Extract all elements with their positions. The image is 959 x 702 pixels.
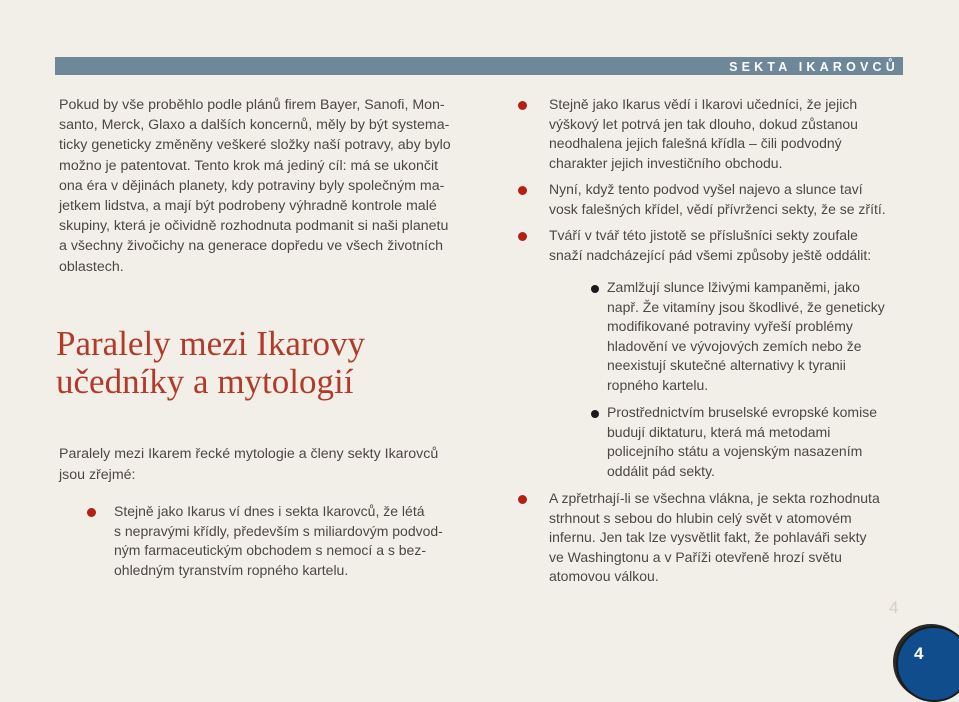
- bullet-line: strhnout s sebou do hlubin celý svět v atomovém: [549, 509, 852, 526]
- intro-line: a všechny živočichy na generace dopředu ve všech životních: [59, 238, 444, 255]
- sub-bullet-list: [549, 278, 912, 481]
- page-number-badge: [896, 626, 959, 702]
- bullet-dot-icon: [87, 508, 96, 517]
- sub-bullet-line: neexistují skutečné alternativy k tyranii: [607, 357, 846, 373]
- bullet-dot-icon: [518, 101, 527, 110]
- bullet-line: atomovou válkou.: [549, 568, 659, 584]
- list-item: [512, 489, 912, 587]
- sub-bullet-line: např. Že vitamíny jsou škodlivé, že geneticky: [607, 298, 885, 315]
- sub-list-item: [549, 403, 912, 481]
- list-item: [512, 180, 912, 219]
- section-heading: [56, 325, 476, 401]
- intro-line: ona éra v dějinách planety, kdy potraviny byly společným ma-: [59, 177, 445, 194]
- bullet-line: ve Washingtonu a v Paříži otevřeně hrozí světu: [549, 548, 842, 565]
- list-item: [512, 226, 912, 481]
- right-column: [512, 95, 912, 594]
- sub-bullet-line: Zamlžují slunce lživými kampaněmi, jako: [607, 279, 860, 295]
- bullet-line: Stejně jako Ikarus vědí i Ikarovi učedníci, že jejich: [549, 96, 858, 112]
- intro-line: možno je patentovat. Tento krok má jediný cíl: má se ukončit: [59, 157, 439, 174]
- intro-paragraph: [59, 95, 479, 277]
- bullet-line: snaží nadcházející pád všemi způsoby ještě oddálit:: [549, 246, 872, 263]
- sub-list-item: [549, 278, 912, 395]
- parallels-intro-line: Paralely mezi Ikarem řecké mytologie a členy sekty Ikarovců: [59, 446, 439, 462]
- left-column: [59, 95, 479, 277]
- bullet-line: neodhalena jejich falešná křídla – čili podvodný: [549, 135, 842, 151]
- sub-bullet-line: modifikované potraviny vyřeší problémy: [607, 318, 853, 334]
- heading-line: Paralely mezi Ikarovy: [56, 324, 366, 363]
- sub-bullet-line: oddálit pád sekty.: [607, 462, 715, 479]
- sub-bullet-line: hladovění ve vývojových zemích nebo že: [607, 337, 862, 354]
- intro-line: jetkem lidstva, a mají být podrobeny výhradně kontrole malé: [59, 198, 437, 215]
- sub-bullet-line: budují diktaturu, která má metodami: [607, 423, 831, 440]
- section-label: SEKTA IKAROVCŮ: [729, 60, 899, 74]
- bullet-line: ohledným tyranstvím ropného kartelu.: [114, 561, 349, 578]
- heading-line: učedníky a mytologií: [56, 362, 354, 401]
- bullet-dot-icon: [518, 186, 527, 195]
- bullet-line: infernu. Jen tak lze vysvětlit fakt, že pohlaváři sekty: [549, 529, 867, 545]
- bullet-line: Tváří v tvář této jistotě se příslušníci sekty zoufale: [549, 227, 858, 243]
- bullet-line: vosk falešných křídel, vědí přívrženci sekty, že se zřítí.: [549, 200, 886, 217]
- sub-bullet-line: Prostřednictvím bruselské evropské komise: [607, 404, 877, 420]
- right-bullet-list: [512, 95, 912, 587]
- parallels-intro-line: jsou zřejmé:: [59, 466, 136, 483]
- bullet-line: s nepravými křídly, především s miliardovým podvod-: [114, 522, 443, 539]
- sub-bullet-dot-icon: [591, 410, 599, 418]
- bullet-line: Nyní, když tento podvod vyšel najevo a slunce taví: [549, 181, 863, 197]
- list-item: [512, 95, 912, 173]
- intro-line: ticky geneticky změněny veškeré složky naší potravy, aby bylo: [59, 137, 451, 154]
- intro-line: Pokud by vše proběhlo podle plánů firem Bayer, Sanofi, Mon-: [59, 97, 445, 113]
- list-item: [87, 502, 482, 580]
- bullet-line: A zpřetrhají-li se všechna vlákna, je sekta rozhodnuta: [549, 490, 880, 506]
- intro-line: skupiny, která je očividně rozhodnuta podmanit si naši planetu: [59, 218, 449, 235]
- bullet-line: Stejně jako Ikarus ví dnes i sekta Ikarovců, že létá: [114, 503, 425, 519]
- bullet-dot-icon: [518, 232, 527, 241]
- bullet-dot-icon: [518, 495, 527, 504]
- page-number-faint: 4: [889, 598, 899, 617]
- sub-bullet-dot-icon: [591, 285, 599, 293]
- left-bullet-list: [87, 502, 482, 580]
- bullet-line: výškový let potrvá jen tak dlouho, dokud zůstanou: [549, 115, 858, 132]
- intro-line: oblastech.: [59, 258, 124, 275]
- sub-bullet-line: policejního státu a vojenským nasazením: [607, 443, 863, 459]
- parallels-intro: [59, 444, 479, 485]
- page-number: 4: [914, 644, 924, 663]
- intro-line: santo, Merck, Glaxo a dalších koncernů, měly by být systema-: [59, 117, 450, 134]
- sub-bullet-line: ropného kartelu.: [607, 376, 709, 393]
- bullet-line: ným farmaceutickým obchodem s nemocí a s bez-: [114, 542, 427, 558]
- bullet-line: charakter jejich investičního obchodu.: [549, 154, 783, 171]
